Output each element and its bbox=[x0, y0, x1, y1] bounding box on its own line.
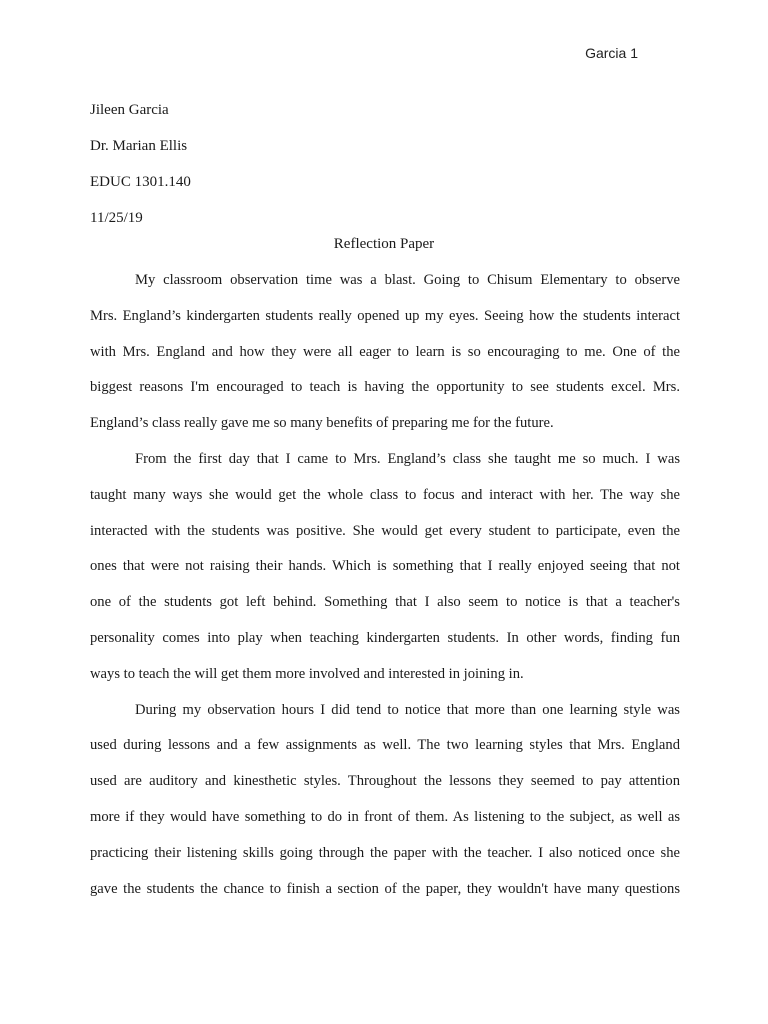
body-line: biggest reasons I'm encouraged to teach is having the opportunity to see students excel. Mrs. bbox=[90, 379, 680, 396]
running-header: Garcia 1 bbox=[585, 45, 638, 61]
body-line: used are auditory and kinesthetic styles. Throughout the lessons they seemed to pay attention bbox=[90, 773, 680, 790]
body-line: taught many ways she would get the whole class to focus and interact with her. The way she bbox=[90, 486, 680, 503]
body-line: personality comes into play when teaching kindergarten students. In other words, finding fun bbox=[90, 629, 680, 646]
course-code: EDUC 1301.140 bbox=[90, 174, 191, 190]
body-line: From the first day that I came to Mrs. England’s class she taught me so much. I was bbox=[135, 450, 680, 467]
body-text bbox=[90, 263, 680, 907]
body-line: During my observation hours I did tend to notice that more than one learning style was bbox=[135, 701, 680, 718]
paper-title: Reflection Paper bbox=[333, 236, 435, 252]
mla-heading bbox=[90, 92, 690, 236]
body-line: one of the students got left behind. Something that I also seem to notice is that a teacher's bbox=[90, 594, 680, 611]
paper-date: 11/25/19 bbox=[90, 210, 143, 226]
body-line: Mrs. England’s kindergarten students really opened up my eyes. Seeing how the students interact bbox=[90, 307, 680, 324]
body-line: England’s class really gave me so many benefits of preparing me for the future. bbox=[90, 415, 554, 432]
body-line: used during lessons and a few assignments as well. The two learning styles that Mrs. England bbox=[90, 737, 680, 754]
body-line: practicing their listening skills going through the paper with the teacher. I also noticed once she bbox=[90, 844, 680, 861]
body-line: My classroom observation time was a blast. Going to Chisum Elementary to observe bbox=[135, 272, 680, 288]
body-line: interacted with the students was positive. She would get every student to participate, even the bbox=[90, 522, 680, 539]
body-line: gave the students the chance to finish a section of the paper, they wouldn't have many questions bbox=[90, 880, 680, 897]
body-line: ones that were not raising their hands. Which is something that I really enjoyed seeing that not bbox=[90, 558, 680, 575]
author-name: Jileen Garcia bbox=[90, 102, 169, 118]
instructor-name: Dr. Marian Ellis bbox=[90, 138, 188, 154]
body-line: with Mrs. England and how they were all eager to learn is so encouraging to me. One of the bbox=[90, 343, 680, 360]
body-line: ways to teach the will get them more involved and interested in joining in. bbox=[90, 665, 524, 682]
body-line: more if they would have something to do in front of them. As listening to the subject, as well as bbox=[90, 808, 680, 825]
